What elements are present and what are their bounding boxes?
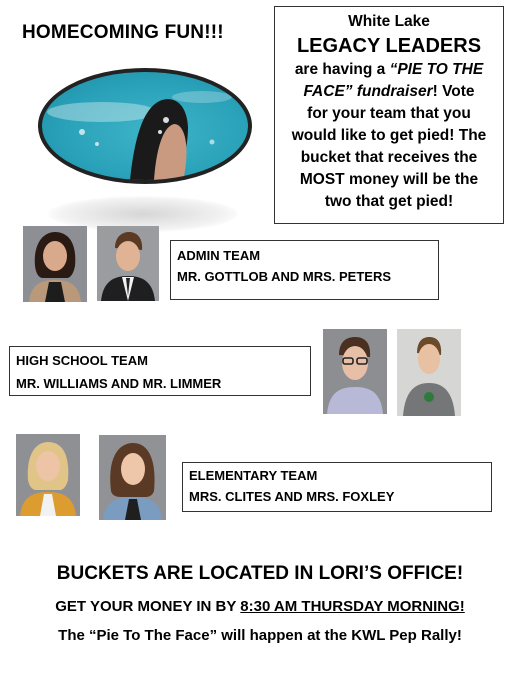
elementary-team-members: MRS. CLITES AND MRS. FOXLEY (189, 489, 395, 504)
high-school-team-members: MR. WILLIAMS AND MR. LIMMER (16, 376, 222, 391)
info-line-7: bucket that receives the (300, 149, 478, 166)
splash-photo-art (42, 72, 248, 180)
page-title: HOMECOMING FUN!!! (22, 22, 224, 43)
high-school-team-box (9, 346, 311, 396)
info-line-group: LEGACY LEADERS (296, 35, 482, 57)
admin-team-name: ADMIN TEAM (177, 248, 261, 263)
admin-photo-1 (23, 226, 87, 302)
info-line-9: two that get pied! (324, 193, 454, 210)
event-line: The “Pie To The Face” will happen at the KWL Pep Rally! (58, 627, 462, 644)
elementary-photo-1 (16, 434, 80, 516)
admin-team-box (170, 240, 439, 300)
fundraiser-info-box (274, 6, 504, 224)
elementary-team-name: ELEMENTARY TEAM (189, 468, 318, 483)
elementary-photo-2 (99, 435, 166, 520)
elementary-team-box (182, 462, 492, 512)
admin-photo-2 (97, 226, 159, 301)
deadline-label: GET YOUR MONEY IN BY (55, 598, 241, 615)
high-school-photo-2 (397, 329, 461, 416)
deadline-time: 8:30 AM THURSDAY MORNING! (240, 598, 465, 615)
high-school-photo-1 (323, 329, 387, 414)
admin-team-members: MR. GOTTLOB AND MRS. PETERS (177, 269, 392, 284)
deadline-line (0, 598, 520, 615)
info-line-3: are having a “PIE TO THE (294, 61, 484, 78)
info-line-school: White Lake (348, 13, 430, 30)
high-school-team-name: HIGH SCHOOL TEAM (16, 353, 148, 368)
info-line-4: FACE” fundraiser! Vote (303, 83, 475, 100)
buckets-location: BUCKETS ARE LOCATED IN LORI’S OFFICE! (56, 563, 464, 584)
splash-photo (38, 68, 252, 184)
info-line-8: MOST money will be the (299, 171, 479, 188)
info-line-5: for your team that you (307, 105, 471, 122)
info-line-6: would like to get pied! The (291, 127, 487, 144)
